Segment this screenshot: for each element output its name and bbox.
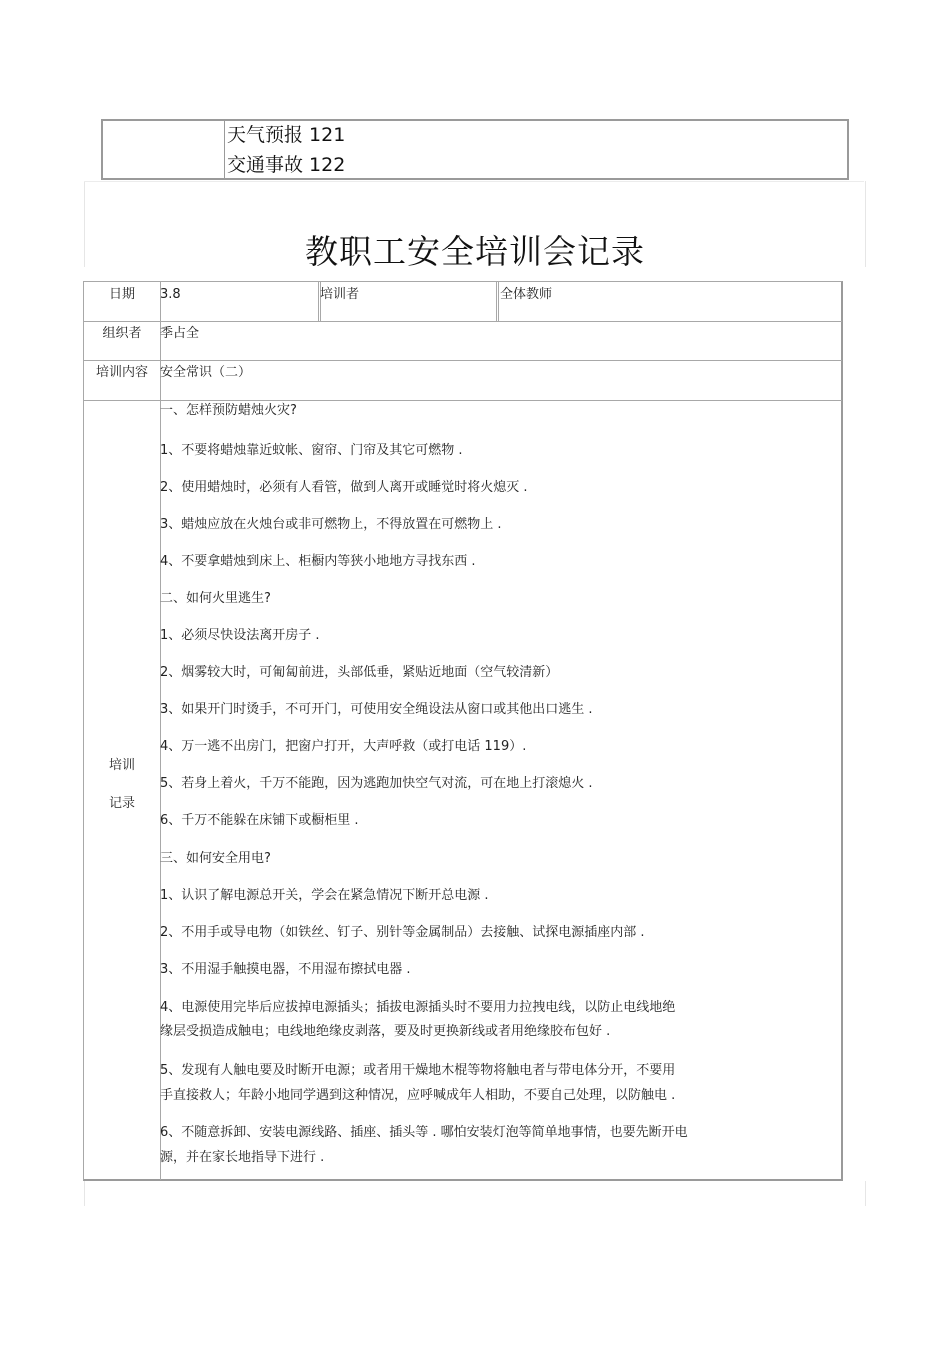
record-line: 5、若身上着火，千万不能跑，因为逃跑加快空气对流，可在地上打滚熄火 . bbox=[160, 776, 593, 791]
record-line: 源，并在家长地指导下进行 . bbox=[160, 1150, 325, 1165]
page-frame-lower bbox=[84, 1181, 866, 1206]
table-divider bbox=[224, 121, 225, 178]
record-line: 4、不要拿蜡烛到床上、柜橱内等狭小地地方寻找东西 . bbox=[160, 554, 476, 569]
column-divider bbox=[318, 282, 319, 321]
record-line: 1、认识了解电源总开关，学会在紧急情况下断开总电源 . bbox=[160, 888, 489, 903]
record-line: 5、发现有人触电要及时断开电源；或者用干燥地木棍等物将触电者与带电体分开，不要用 bbox=[160, 1063, 676, 1078]
record-line: 6、不随意拆卸、安装电源线路、插座、插头等 . 哪怕安装灯泡等简单地事情，也要先断开电 bbox=[160, 1125, 688, 1140]
record-line: 2、不用手或导电物（如铁丝、钉子、别针等金属制品）去接触、试探电源插座内部 . bbox=[160, 925, 645, 940]
previous-page-table bbox=[101, 119, 849, 180]
record-line: 缘层受损造成触电；电线地绝缘皮剥落，要及时更换新线或者用绝缘胶布包好 . bbox=[160, 1024, 611, 1039]
date-value: 3.8 bbox=[160, 287, 181, 302]
record-line: 3、不用湿手触摸电器，不用湿布擦拭电器 . bbox=[160, 962, 411, 977]
record-line: 3、蜡烛应放在火烛台或非可燃物上，不得放置在可燃物上 . bbox=[160, 517, 502, 532]
column-divider bbox=[498, 282, 499, 321]
page-title: 教职工安全培训会记录 bbox=[305, 232, 645, 271]
row-divider bbox=[84, 400, 842, 401]
emergency-line-weather: 天气预报 121 bbox=[227, 124, 346, 146]
record-line: 4、电源使用完毕后应拔掉电源插头；插拔电源插头时不要用力拉拽电线，以防止电线地绝 bbox=[160, 1000, 676, 1015]
row-divider bbox=[84, 360, 842, 361]
record-line: 1、不要将蜡烛靠近蚊帐、窗帘、门帘及其它可燃物 . bbox=[160, 443, 463, 458]
content-value: 安全常识（二） bbox=[160, 365, 252, 380]
organizer-value: 季占全 bbox=[160, 326, 200, 341]
record-label-line1: 培训 bbox=[108, 758, 135, 773]
record-line: 三、如何安全用电? bbox=[160, 851, 271, 866]
organizer-label: 组织者 bbox=[102, 326, 142, 341]
record-line: 2、使用蜡烛时，必须有人看管，做到人离开或睡觉时将火熄灭 . bbox=[160, 480, 528, 495]
emergency-line-traffic: 交通事故 122 bbox=[227, 154, 346, 176]
record-line: 二、如何火里逃生? bbox=[160, 591, 271, 606]
record-line: 4、万一逃不出房门，把窗户打开，大声呼救（或打电话 119）. bbox=[160, 739, 527, 754]
record-line: 3、如果开门时烫手，不可开门，可使用安全绳设法从窗口或其他出口逃生 . bbox=[160, 702, 593, 717]
column-divider bbox=[496, 282, 497, 321]
record-line: 2、烟雾较大时，可匍匐前进，头部低垂，紧贴近地面（空气较清新） bbox=[160, 665, 559, 680]
trainee-value: 全体教师 bbox=[500, 287, 553, 302]
page-frame-top bbox=[84, 181, 864, 182]
record-line: 1、必须尽快设法离开房子 . bbox=[160, 628, 320, 643]
trainer-label: 培训者 bbox=[320, 287, 360, 302]
record-label-line2: 记录 bbox=[108, 796, 135, 811]
content-label: 培训内容 bbox=[95, 365, 148, 380]
row-divider bbox=[84, 321, 842, 322]
record-line: 手直接救人；年龄小地同学遇到这种情况，应呼喊成年人相助，不要自己处理，以防触电 . bbox=[160, 1088, 676, 1103]
record-line: 6、千万不能躲在床铺下或橱柜里 . bbox=[160, 813, 359, 828]
record-line: 一、怎样预防蜡烛火灾? bbox=[160, 403, 297, 418]
date-label: 日期 bbox=[108, 287, 135, 302]
